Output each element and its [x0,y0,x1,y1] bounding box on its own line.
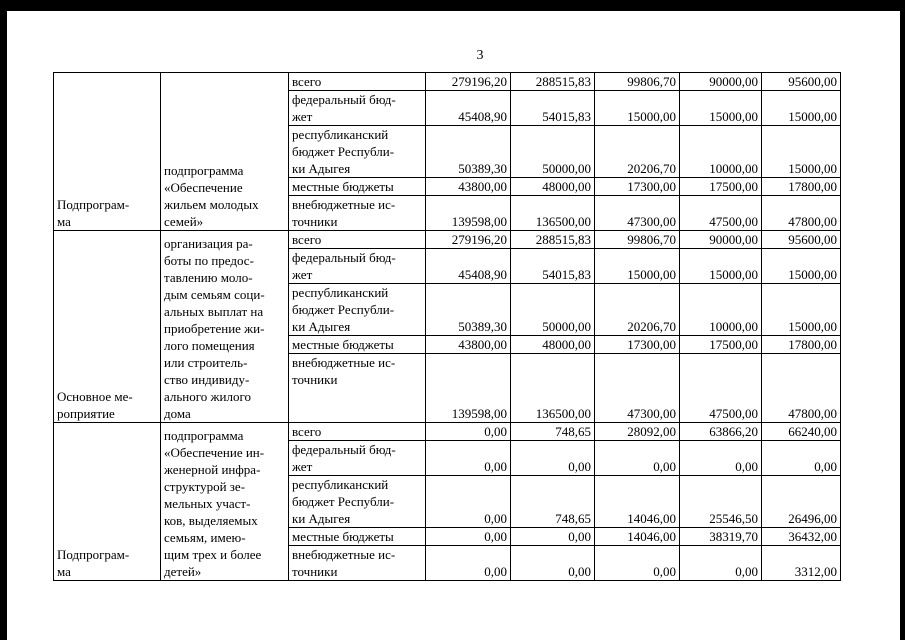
section-name-line: боты по предос- [164,253,254,268]
funding-source-line: всего [292,232,322,247]
funding-source-line: внебюджетные ис- [292,547,396,562]
funding-value: 50389,30 [426,284,511,336]
funding-source [289,73,426,91]
funding-value: 15000,00 [680,249,762,284]
section-name-line: семьям, имею- [164,530,246,545]
section-category-line: ма [57,214,71,229]
funding-value: 26496,00 [762,476,841,528]
funding-value: 48000,00 [511,178,595,196]
funding-source [289,231,426,249]
section-name-line: лого помещения [164,338,255,353]
funding-source [289,546,426,581]
funding-value: 54015,83 [511,91,595,126]
funding-value: 10000,00 [680,284,762,336]
funding-source-line: местные бюджеты [292,179,394,194]
funding-value: 90000,00 [680,73,762,91]
funding-value: 15000,00 [762,126,841,178]
funding-value: 0,00 [680,546,762,581]
funding-value: 15000,00 [680,91,762,126]
funding-value: 95600,00 [762,231,841,249]
section-name-line: ство индивиду- [164,372,250,387]
funding-value: 288515,83 [511,231,595,249]
funding-source-line: бюджет Республи- [292,302,395,317]
funding-source [289,354,426,423]
funding-value: 20206,70 [595,126,680,178]
funding-value: 63866,20 [680,423,762,441]
funding-source [289,476,426,528]
funding-value: 99806,70 [595,231,680,249]
funding-source-line: федеральный бюд- [292,442,396,457]
funding-value: 136500,00 [511,354,595,423]
table-row [54,423,841,441]
funding-value: 0,00 [426,546,511,581]
section-name [161,73,289,231]
funding-value: 748,65 [511,423,595,441]
funding-value: 139598,00 [426,196,511,231]
page-number: 3 [476,48,484,63]
funding-value: 47800,00 [762,354,841,423]
table-body [54,73,841,581]
funding-source [289,336,426,354]
funding-value: 47800,00 [762,196,841,231]
funding-value: 47500,00 [680,196,762,231]
funding-value: 279196,20 [426,231,511,249]
funding-value: 38319,70 [680,528,762,546]
section-name-line: ков, выделяемых [164,513,258,528]
funding-value: 279196,20 [426,73,511,91]
section-category-line: роприятие [57,406,115,421]
funding-source-line: ки Адыгея [292,161,351,176]
funding-value: 43800,00 [426,336,511,354]
funding-source-line: федеральный бюд- [292,92,396,107]
section-name-line: структурой зе- [164,479,246,494]
funding-value: 0,00 [426,476,511,528]
funding-value: 14046,00 [595,476,680,528]
funding-value: 3312,00 [762,546,841,581]
funding-value: 139598,00 [426,354,511,423]
funding-value: 0,00 [511,441,595,476]
section-name-line: «Обеспечение ин- [164,445,265,460]
right-scan-border [900,0,905,640]
section-name-line: детей» [164,564,202,579]
section-category-line: Подпрограм- [57,547,130,562]
funding-source-line: бюджет Республи- [292,494,395,509]
funding-value: 50000,00 [511,284,595,336]
funding-source-line: точники [292,564,338,579]
section-category [54,73,161,231]
section-name-line: дома [164,406,191,421]
section-category-line: ма [57,564,71,579]
table-row [54,73,841,91]
section-name-line: женерной инфра- [164,462,261,477]
section-name-line: альных выплат на [164,304,264,319]
funding-value: 0,00 [426,423,511,441]
funding-source [289,91,426,126]
funding-source-line: жет [292,459,313,474]
funding-value: 66240,00 [762,423,841,441]
section-name-line: семей» [164,214,204,229]
funding-source-line: республиканский [292,285,389,300]
funding-value: 0,00 [762,441,841,476]
funding-value: 47300,00 [595,354,680,423]
funding-source-line: точники [292,372,338,387]
funding-value: 25546,50 [680,476,762,528]
funding-source-line: всего [292,424,322,439]
funding-value: 47500,00 [680,354,762,423]
funding-source [289,196,426,231]
funding-value: 90000,00 [680,231,762,249]
section-name [161,423,289,581]
funding-value: 17300,00 [595,178,680,196]
funding-value: 28092,00 [595,423,680,441]
funding-value: 15000,00 [762,91,841,126]
funding-value: 17500,00 [680,178,762,196]
section-name-line: щим трех и более [164,547,262,562]
funding-source-line: местные бюджеты [292,337,394,352]
section-category-line: Подпрограм- [57,197,130,212]
funding-value: 17800,00 [762,178,841,196]
section-name-line: или строитель- [164,355,248,370]
funding-value: 136500,00 [511,196,595,231]
funding-value: 48000,00 [511,336,595,354]
section-category [54,423,161,581]
section-name-line: ального жилого [164,389,251,404]
funding-value: 0,00 [595,546,680,581]
funding-value: 15000,00 [762,284,841,336]
funding-value: 45408,90 [426,249,511,284]
funding-source-line: жет [292,109,313,124]
funding-value: 50389,30 [426,126,511,178]
funding-value: 45408,90 [426,91,511,126]
left-scan-border [0,0,7,640]
section-category [54,231,161,423]
section-name-line: жильем молодых [164,197,259,212]
funding-source-line: внебюджетные ис- [292,197,396,212]
funding-source-line: всего [292,74,322,89]
funding-value: 0,00 [511,546,595,581]
funding-source-line: федеральный бюд- [292,250,396,265]
funding-value: 20206,70 [595,284,680,336]
funding-value: 17500,00 [680,336,762,354]
funding-value: 0,00 [595,441,680,476]
funding-source-line: внебюджетные ис- [292,355,396,370]
funding-value: 47300,00 [595,196,680,231]
funding-source [289,441,426,476]
section-category-line: Основное ме- [57,389,133,404]
funding-source [289,178,426,196]
section-name-line: приобретение жи- [164,321,265,336]
funding-source-line: республиканский [292,127,389,142]
funding-value: 288515,83 [511,73,595,91]
section-name-line: подпрограмма [164,428,244,443]
funding-source-line: бюджет Республи- [292,144,395,159]
funding-value: 15000,00 [762,249,841,284]
section-name-line: тавлению моло- [164,270,253,285]
funding-value: 0,00 [426,528,511,546]
funding-source-line: жет [292,267,313,282]
funding-value: 95600,00 [762,73,841,91]
section-name-line: организация ра- [164,236,253,251]
funding-value: 0,00 [680,441,762,476]
funding-source-line: республиканский [292,477,389,492]
section-name-line: «Обеспечение [164,180,243,195]
funding-source-line: ки Адыгея [292,511,351,526]
funding-source [289,284,426,336]
funding-source-line: ки Адыгея [292,319,351,334]
funding-value: 0,00 [511,528,595,546]
funding-value: 50000,00 [511,126,595,178]
funding-value: 10000,00 [680,126,762,178]
funding-value: 54015,83 [511,249,595,284]
table-row [54,231,841,249]
section-name [161,231,289,423]
funding-value: 14046,00 [595,528,680,546]
funding-value: 15000,00 [595,91,680,126]
funding-value: 17800,00 [762,336,841,354]
funding-value: 748,65 [511,476,595,528]
budget-table [53,72,841,581]
funding-value: 99806,70 [595,73,680,91]
section-name-line: мельных участ- [164,496,251,511]
funding-source [289,249,426,284]
funding-value: 36432,00 [762,528,841,546]
funding-source [289,528,426,546]
funding-value: 0,00 [426,441,511,476]
funding-source [289,423,426,441]
funding-value: 43800,00 [426,178,511,196]
funding-source-line: точники [292,214,338,229]
funding-value: 15000,00 [595,249,680,284]
section-name-line: дым семьям соци- [164,287,265,302]
top-scan-border [0,0,905,11]
funding-source-line: местные бюджеты [292,529,394,544]
funding-value: 17300,00 [595,336,680,354]
section-name-line: подпрограмма [164,163,244,178]
funding-source [289,126,426,178]
